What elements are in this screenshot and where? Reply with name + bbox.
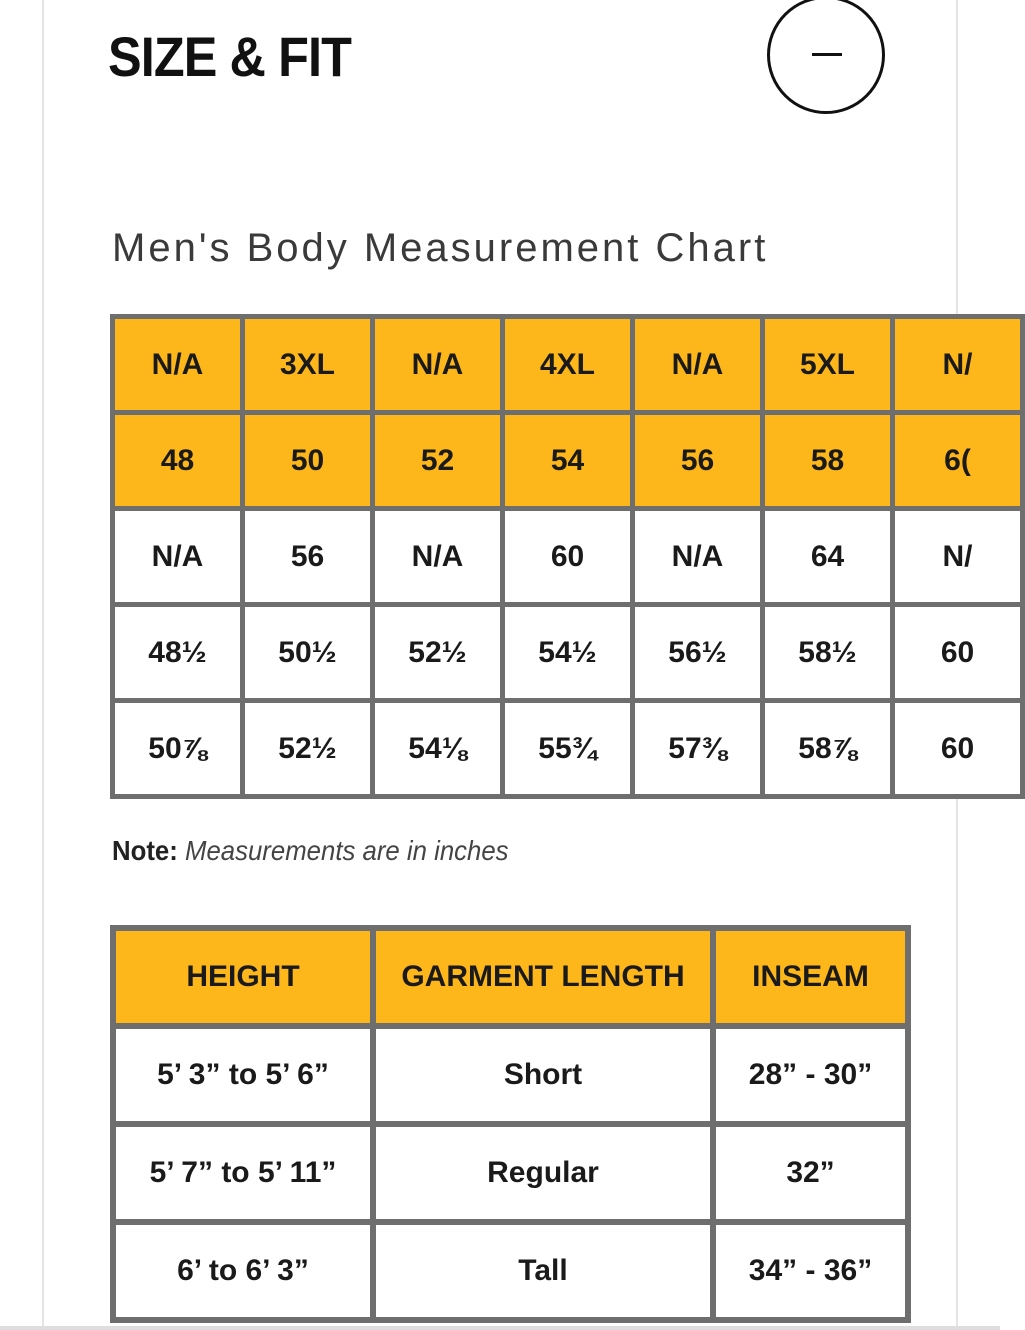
table-cell: 58 (763, 413, 893, 509)
table-cell: 50 (243, 413, 373, 509)
table-cell: 54 (503, 413, 633, 509)
table-row (113, 701, 1023, 797)
size-measurement-table (110, 314, 1025, 799)
table-cell: 5’ 3” to 5’ 6” (113, 1026, 373, 1124)
table-cell: 55¾ (503, 701, 633, 797)
table-row (113, 1026, 908, 1124)
table-row (113, 605, 1023, 701)
collapse-button[interactable] (767, 0, 885, 114)
size-table-scroll[interactable] (110, 314, 975, 802)
table-cell: N/A (373, 509, 503, 605)
table-cell: N/ (893, 509, 1023, 605)
table-cell: 50⅞ (113, 701, 243, 797)
measurement-note (112, 835, 509, 867)
table-cell: 57⅜ (633, 701, 763, 797)
table-cell: 48½ (113, 605, 243, 701)
table-cell: 56½ (633, 605, 763, 701)
table-cell: N/A (373, 317, 503, 413)
length-table-container (110, 925, 905, 1317)
table-row (113, 413, 1023, 509)
table-cell: N/A (633, 317, 763, 413)
table-cell: 58⅞ (763, 701, 893, 797)
table-cell: 56 (633, 413, 763, 509)
table-row (113, 317, 1023, 413)
table-cell: 4XL (503, 317, 633, 413)
table-row (113, 509, 1023, 605)
table-cell: N/A (633, 509, 763, 605)
garment-length-table (110, 925, 911, 1323)
table-cell: Short (373, 1026, 713, 1124)
left-divider (42, 0, 44, 1330)
bottom-divider (0, 1326, 1000, 1330)
table-cell: 3XL (243, 317, 373, 413)
table-header-row (113, 928, 908, 1026)
section-title: SIZE & FIT (108, 25, 351, 88)
table-cell: N/A (113, 317, 243, 413)
table-cell: Regular (373, 1124, 713, 1222)
table-cell: 52 (373, 413, 503, 509)
table-cell: 5’ 7” to 5’ 11” (113, 1124, 373, 1222)
table-cell: 64 (763, 509, 893, 605)
table-cell: 34” - 36” (713, 1222, 908, 1320)
column-header-inseam: INSEAM (713, 928, 908, 1026)
table-cell: 54⅛ (373, 701, 503, 797)
table-cell: Tall (373, 1222, 713, 1320)
table-cell: 5XL (763, 317, 893, 413)
table-cell: 58½ (763, 605, 893, 701)
table-cell: 50½ (243, 605, 373, 701)
table-cell: 54½ (503, 605, 633, 701)
column-header-garment-length: GARMENT LENGTH (373, 928, 713, 1026)
minus-icon (812, 53, 842, 56)
table-cell: 6( (893, 413, 1023, 509)
table-row (113, 1124, 908, 1222)
table-cell: 48 (113, 413, 243, 509)
note-text: Measurements are in inches (184, 835, 509, 866)
table-cell: 6’ to 6’ 3” (113, 1222, 373, 1320)
table-cell: 60 (893, 605, 1023, 701)
table-cell: 28” - 30” (713, 1026, 908, 1124)
table-cell: 60 (503, 509, 633, 605)
table-cell: 32” (713, 1124, 908, 1222)
table-cell: N/ (893, 317, 1023, 413)
column-header-height: HEIGHT (113, 928, 373, 1026)
chart-title: Men's Body Measurement Chart (112, 226, 769, 270)
table-cell: 52½ (373, 605, 503, 701)
table-cell: 56 (243, 509, 373, 605)
table-row (113, 1222, 908, 1320)
note-label: Note: (112, 835, 178, 866)
table-cell: 52½ (243, 701, 373, 797)
table-cell: 60 (893, 701, 1023, 797)
table-cell: N/A (113, 509, 243, 605)
